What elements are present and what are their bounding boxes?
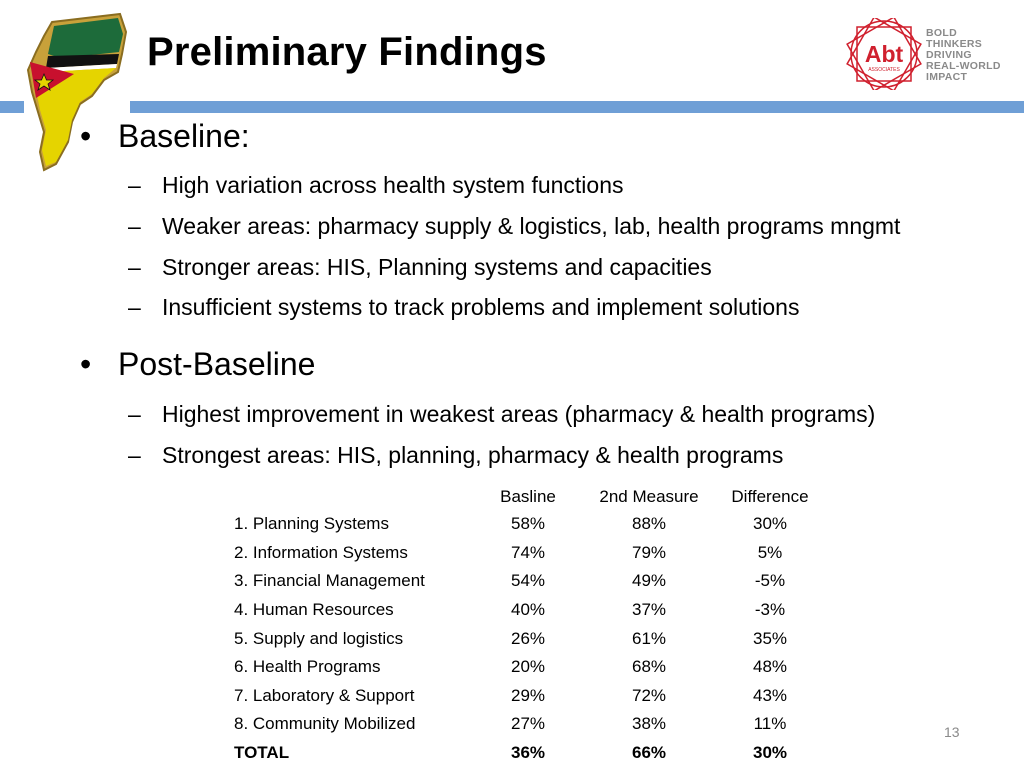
- total-label: TOTAL: [234, 743, 290, 763]
- sub-bullet: [128, 294, 799, 321]
- total-2nd-measure: 66%: [631, 743, 667, 763]
- cell-2nd-measure: 72%: [631, 685, 667, 705]
- table-row: [228, 567, 810, 596]
- findings-table: [228, 484, 810, 767]
- header-bar: [130, 101, 1024, 113]
- row-label: 1. Planning Systems: [234, 514, 389, 534]
- cell-difference: 43%: [752, 685, 788, 705]
- sub-bullet: [128, 442, 783, 469]
- cell-2nd-measure: 38%: [631, 714, 667, 734]
- dash-marker: –: [128, 442, 141, 468]
- tagline-line: THINKERS: [926, 38, 983, 50]
- dash-marker: –: [128, 254, 141, 280]
- table-row: [228, 510, 810, 539]
- tagline-line: IMPACT: [926, 71, 968, 83]
- table-row: [228, 539, 810, 568]
- sub-bullet-text: High variation across health system functions: [162, 172, 624, 198]
- cell-baseline: 27%: [510, 714, 546, 734]
- bullet-post-baseline: [80, 346, 315, 383]
- tagline-line: DRIVING: [926, 49, 972, 61]
- table-row: [228, 653, 810, 682]
- cell-difference: -5%: [754, 571, 786, 591]
- dash-marker: –: [128, 294, 141, 320]
- total-baseline: 36%: [510, 743, 546, 763]
- cell-2nd-measure: 68%: [631, 657, 667, 677]
- bullet-label: Post-Baseline: [118, 346, 316, 382]
- bullet-dot: •: [80, 118, 92, 154]
- header-bar-left: [0, 101, 24, 113]
- dash-marker: –: [128, 172, 141, 198]
- cell-baseline: 54%: [510, 571, 546, 591]
- cell-difference: -3%: [754, 600, 786, 620]
- cell-baseline: 58%: [510, 514, 546, 534]
- dash-marker: –: [128, 213, 141, 239]
- cell-difference: 35%: [752, 628, 788, 648]
- cell-baseline: 20%: [510, 657, 546, 677]
- row-label: 2. Information Systems: [234, 542, 408, 562]
- page-number: 13: [944, 724, 960, 740]
- cell-2nd-measure: 37%: [631, 600, 667, 620]
- cell-2nd-measure: 88%: [631, 514, 667, 534]
- table-header-row: [228, 484, 810, 510]
- row-label: 5. Supply and logistics: [234, 628, 404, 648]
- table-row: [228, 710, 810, 739]
- abt-tagline: [926, 28, 1001, 83]
- row-label: 3. Financial Management: [234, 571, 425, 591]
- table-row: [228, 624, 810, 653]
- total-difference: 30%: [752, 743, 788, 763]
- row-label: 8. Community Mobilized: [234, 714, 416, 734]
- sub-bullet-text: Strongest areas: HIS, planning, pharmacy & health programs: [162, 442, 784, 468]
- row-label: 4. Human Resources: [234, 600, 394, 620]
- cell-2nd-measure: 79%: [631, 542, 667, 562]
- tagline-line: BOLD: [926, 27, 957, 39]
- sub-bullet: [128, 401, 875, 428]
- sub-bullet: [128, 213, 900, 240]
- cell-difference: 11%: [753, 714, 787, 734]
- sub-bullet: [128, 172, 624, 199]
- tagline-line: REAL-WORLD: [926, 60, 1001, 72]
- bullet-label: Baseline:: [118, 118, 250, 154]
- header-function: [228, 484, 488, 510]
- cell-2nd-measure: 49%: [631, 571, 667, 591]
- cell-baseline: 26%: [510, 628, 546, 648]
- table-row: [228, 596, 810, 625]
- sub-bullet: [128, 254, 712, 281]
- header-difference: Difference: [731, 487, 809, 506]
- cell-difference: 5%: [757, 542, 783, 562]
- sub-bullet-text: Weaker areas: pharmacy supply & logistics, lab, health programs mngmt: [162, 213, 901, 239]
- cell-baseline: 29%: [510, 685, 546, 705]
- svg-text:ASSOCIATES: ASSOCIATES: [868, 67, 900, 73]
- table-total-row: [228, 739, 810, 768]
- cell-difference: 48%: [752, 657, 788, 677]
- sub-bullet-text: Highest improvement in weakest areas (pharmacy & health programs): [162, 401, 876, 427]
- row-label: 6. Health Programs: [234, 657, 381, 677]
- header-baseline: Basline: [500, 487, 556, 506]
- bullet-dot: •: [80, 346, 92, 382]
- svg-text:Abt: Abt: [864, 41, 904, 67]
- sub-bullet-text: Insufficient systems to track problems and implement solutions: [162, 294, 800, 320]
- sub-bullet-text: Stronger areas: HIS, Planning systems and capacities: [162, 254, 712, 280]
- table-row: [228, 682, 810, 711]
- cell-2nd-measure: 61%: [631, 628, 667, 648]
- cell-baseline: 40%: [510, 600, 546, 620]
- cell-baseline: 74%: [510, 542, 546, 562]
- cell-difference: 30%: [752, 514, 788, 534]
- page-title: Preliminary Findings: [147, 30, 547, 74]
- row-label: 7. Laboratory & Support: [234, 685, 415, 705]
- header-2nd-measure: 2nd Measure: [599, 487, 699, 506]
- bullet-baseline: [80, 118, 250, 155]
- dash-marker: –: [128, 401, 141, 427]
